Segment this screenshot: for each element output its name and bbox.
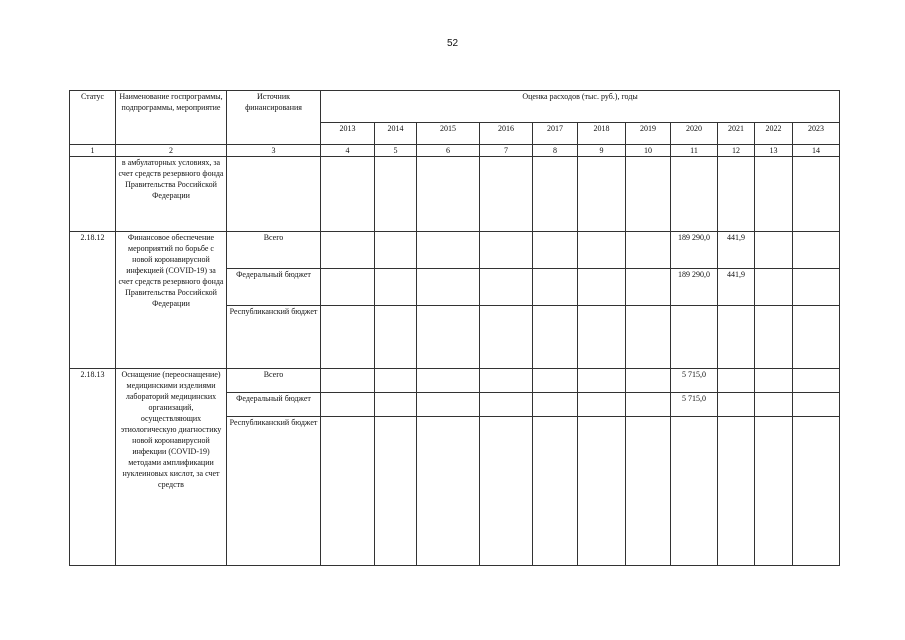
value-cell: 189 290,0 xyxy=(671,269,718,306)
year-header: 2016 xyxy=(480,123,533,145)
value-cell xyxy=(755,393,793,417)
value-cell xyxy=(533,393,578,417)
value-cell xyxy=(533,232,578,269)
year-header: 2014 xyxy=(375,123,417,145)
value-cell xyxy=(375,417,417,566)
header-name: Наименование госпрограммы, подпрограммы, мероприятие xyxy=(116,91,227,145)
value-cell xyxy=(793,232,840,269)
source-cell: Всего xyxy=(227,369,321,393)
value-cell xyxy=(578,306,626,369)
value-cell xyxy=(533,269,578,306)
header-source: Источник финансирования xyxy=(227,91,321,145)
header-status: Статус xyxy=(70,91,116,145)
value-cell xyxy=(321,306,375,369)
column-number: 11 xyxy=(671,145,718,157)
value-cell xyxy=(321,232,375,269)
value-cell xyxy=(375,393,417,417)
column-number: 14 xyxy=(793,145,840,157)
value-cell xyxy=(718,157,755,232)
column-number: 12 xyxy=(718,145,755,157)
value-cell xyxy=(480,306,533,369)
value-cell xyxy=(480,269,533,306)
header-estimate: Оценка расходов (тыс. руб.), годы xyxy=(321,91,840,123)
header-row-top xyxy=(70,91,840,123)
value-cell xyxy=(417,269,480,306)
value-cell xyxy=(417,393,480,417)
value-cell xyxy=(533,417,578,566)
item-name: Финансовое обеспечение мероприятий по борьбе с новой коронавирусной инфекцией (COVID-19) за счет средств резервного фонда Правительства Российской Федерации xyxy=(116,232,227,369)
value-cell xyxy=(718,369,755,393)
item-status: 2.18.13 xyxy=(70,369,116,566)
column-number: 1 xyxy=(70,145,116,157)
source-cell: Федеральный бюджет xyxy=(227,393,321,417)
value-cell xyxy=(480,157,533,232)
value-cell xyxy=(755,232,793,269)
year-header: 2017 xyxy=(533,123,578,145)
value-cell xyxy=(718,393,755,417)
value-cell xyxy=(793,393,840,417)
value-cell xyxy=(578,269,626,306)
year-header: 2018 xyxy=(578,123,626,145)
value-cell xyxy=(375,306,417,369)
value-cell: 189 290,0 xyxy=(671,232,718,269)
value-cell xyxy=(793,369,840,393)
value-cell xyxy=(578,393,626,417)
value-cell xyxy=(671,306,718,369)
year-header: 2022 xyxy=(755,123,793,145)
column-number: 10 xyxy=(626,145,671,157)
status-cell xyxy=(70,157,116,232)
item-status: 2.18.12 xyxy=(70,232,116,369)
value-cell xyxy=(533,306,578,369)
column-number: 8 xyxy=(533,145,578,157)
value-cell xyxy=(755,306,793,369)
value-cell xyxy=(417,232,480,269)
value-cell xyxy=(480,417,533,566)
value-cell xyxy=(755,369,793,393)
value-cell xyxy=(626,369,671,393)
value-cell xyxy=(793,306,840,369)
year-header: 2023 xyxy=(793,123,840,145)
value-cell xyxy=(480,393,533,417)
column-number: 6 xyxy=(417,145,480,157)
value-cell xyxy=(321,157,375,232)
value-cell xyxy=(533,157,578,232)
value-cell xyxy=(755,269,793,306)
source-cell: Всего xyxy=(227,232,321,269)
source-cell: Республиканский бюджет xyxy=(227,417,321,566)
value-cell xyxy=(321,369,375,393)
value-cell xyxy=(578,232,626,269)
value-cell xyxy=(417,306,480,369)
year-header: 2013 xyxy=(321,123,375,145)
value-cell xyxy=(718,417,755,566)
value-cell xyxy=(321,269,375,306)
column-number: 3 xyxy=(227,145,321,157)
value-cell xyxy=(480,232,533,269)
value-cell xyxy=(626,306,671,369)
value-cell xyxy=(755,417,793,566)
value-cell xyxy=(578,417,626,566)
value-cell xyxy=(417,157,480,232)
value-cell xyxy=(793,269,840,306)
value-cell: 441,9 xyxy=(718,269,755,306)
table-row xyxy=(70,232,840,269)
value-cell xyxy=(578,369,626,393)
value-cell xyxy=(375,269,417,306)
value-cell xyxy=(375,369,417,393)
value-cell xyxy=(375,157,417,232)
year-header: 2015 xyxy=(417,123,480,145)
column-number: 4 xyxy=(321,145,375,157)
year-header: 2019 xyxy=(626,123,671,145)
value-cell xyxy=(718,306,755,369)
page-number: 52 xyxy=(446,38,459,49)
value-cell xyxy=(321,393,375,417)
column-number: 9 xyxy=(578,145,626,157)
value-cell xyxy=(671,157,718,232)
year-header: 2021 xyxy=(718,123,755,145)
source-cell: Федеральный бюджет xyxy=(227,269,321,306)
value-cell xyxy=(321,417,375,566)
value-cell xyxy=(626,417,671,566)
value-cell xyxy=(671,417,718,566)
column-number: 2 xyxy=(116,145,227,157)
value-cell xyxy=(626,232,671,269)
item-name: в амбулаторных условиях, за счет средств резервного фонда Правительства Российской Федерации xyxy=(116,157,227,232)
value-cell xyxy=(626,393,671,417)
value-cell xyxy=(626,269,671,306)
column-number: 13 xyxy=(755,145,793,157)
value-cell xyxy=(417,417,480,566)
continuation-row xyxy=(70,157,840,232)
value-cell xyxy=(793,417,840,566)
value-cell xyxy=(793,157,840,232)
column-number-row xyxy=(70,145,840,157)
value-cell: 441,9 xyxy=(718,232,755,269)
budget-table xyxy=(69,90,840,566)
value-cell: 5 715,0 xyxy=(671,369,718,393)
source-cell xyxy=(227,157,321,232)
value-cell xyxy=(578,157,626,232)
item-name: Оснащение (переоснащение) медицинскими изделиями лабораторий медицинских организаций, осуществляющих этиологическую диагностику новой коронавирусной инфекции (COVID-19) методами амплификации нуклеиновых кислот, за счет средств xyxy=(116,369,227,566)
value-cell xyxy=(533,369,578,393)
year-header: 2020 xyxy=(671,123,718,145)
column-number: 7 xyxy=(480,145,533,157)
value-cell xyxy=(755,157,793,232)
source-cell: Республиканский бюджет xyxy=(227,306,321,369)
value-cell xyxy=(626,157,671,232)
column-number: 5 xyxy=(375,145,417,157)
value-cell xyxy=(480,369,533,393)
value-cell xyxy=(375,232,417,269)
value-cell xyxy=(417,369,480,393)
value-cell: 5 715,0 xyxy=(671,393,718,417)
table-row xyxy=(70,369,840,393)
